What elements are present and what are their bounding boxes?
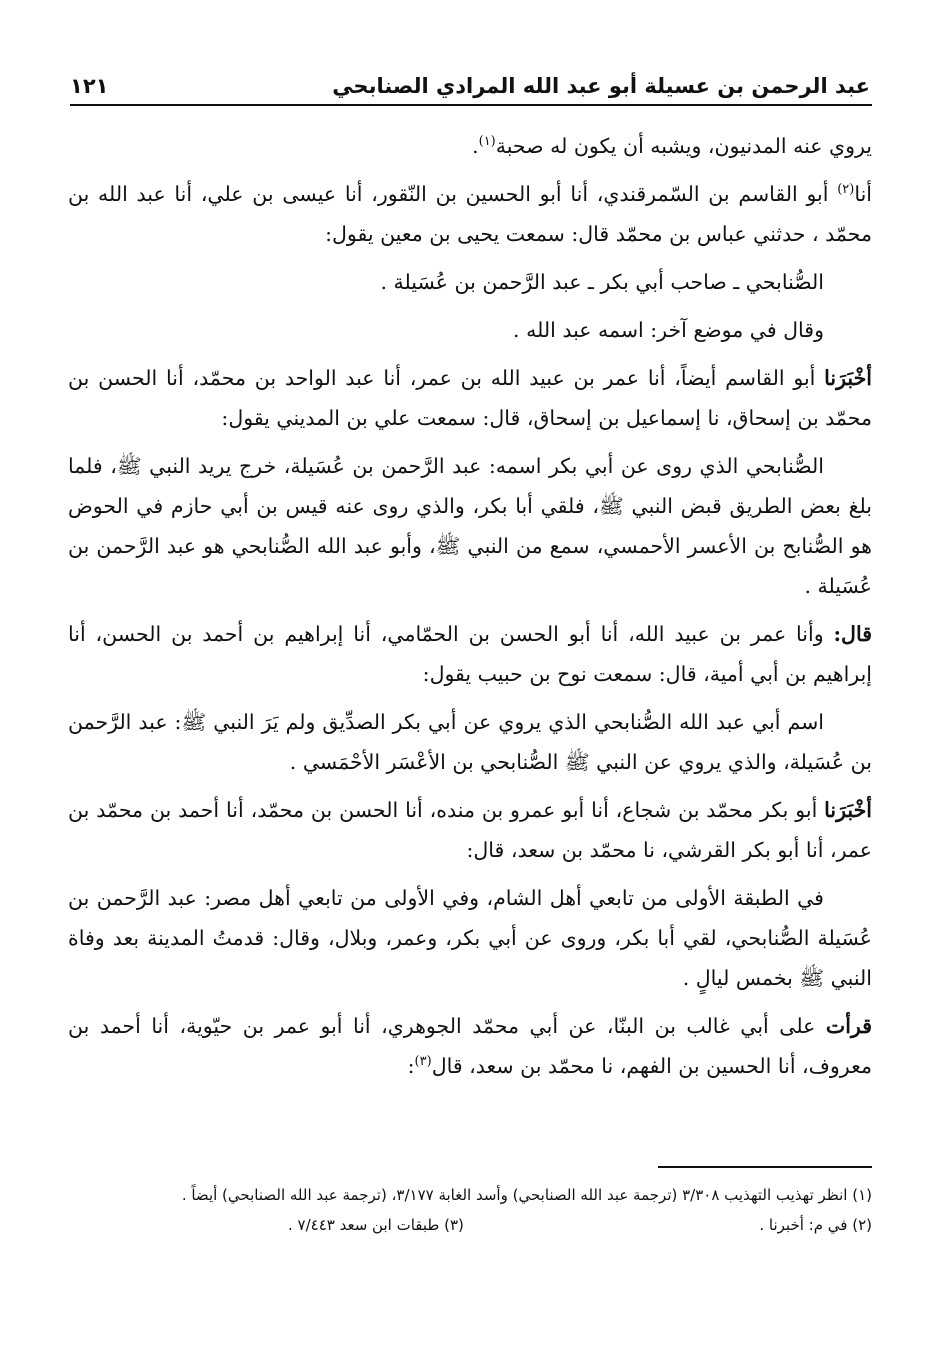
paragraph-text: أنا [854, 182, 872, 206]
paragraph [68, 174, 872, 254]
paragraph-text: في الطبقة الأولى من تابعي أهل الشام، وفي الأولى من تابعي أهل مصر: عبد الرَّحمن بن عُسَيلة الصُّنابحي، لقي أبا بكر، وروى عن أبي بكر، وعمر، وبلال، وقال: قدمتُ المدينة بعد وفاة النبي ﷺ بخمس ليالٍ . [68, 886, 872, 990]
paragraph [68, 878, 872, 998]
paragraph [68, 358, 872, 438]
header-title: عبد الرحمن بن عسيلة أبو عبد الله المرادي الصنابحي [332, 74, 870, 98]
main-text [68, 126, 872, 1094]
header-divider [70, 104, 872, 106]
footnote-ref: (٢) [837, 182, 855, 198]
paragraph-lead-word: قرأت [825, 1014, 872, 1038]
paragraph [68, 262, 872, 302]
footnote-divider [658, 1166, 872, 1168]
paragraph-text: على أبي غالب بن البنّا، عن أبي محمّد الجوهري، أنا أبو عمر بن حيّوية، أنا أحمد بن معروف، أنا الحسين بن الفهم، نا محمّد بن سعد، قال [68, 1014, 872, 1078]
paragraph-text: الصُّنابحي الذي روى عن أبي بكر اسمه: عبد الرَّحمن بن عُسَيلة، خرج يريد النبي ﷺ، فلما بلغ بعض الطريق قبض النبي ﷺ، فلقي أبا بكر، والذي روى عنه قيس بن أبي حازم في الحوض هو الصُّنابح بن الأعسر الأحمسي، سمع من النبي ﷺ، وأبو عبد الله الصُّنابحي هو عبد الرَّحمن بن عُسَيلة . [68, 454, 872, 598]
footnote-3: (٣) طبقات ابن سعد ٧/٤٤٣ . [288, 1216, 464, 1234]
paragraph-text: الصُّنابحي ـ صاحب أبي بكر ـ عبد الرَّحمن بن عُسَيلة . [380, 270, 824, 294]
paragraph-tail: أبو القاسم بن السّمرقندي، أنا أبو الحسين بن النّقور، أنا عيسى بن علي، أنا عبد الله بن محمّد ، حدثني عباس بن محمّد قال: سمعت يحيى بن معين يقول: [68, 182, 872, 246]
paragraph-tail: : [407, 1054, 415, 1078]
paragraph-text: يروي عنه المدنيون، ويشبه أن يكون له صحبة [495, 134, 872, 158]
footnote-ref: (١) [478, 134, 496, 150]
paragraph-text: وأنا عمر بن عبيد الله، أنا أبو الحسن بن الحمّامي، أنا إبراهيم بن أحمد بن الحسن، أنا إبراهيم بن أبي أمية، قال: سمعت نوح بن حبيب يقول: [68, 622, 872, 686]
page-number: ١٢١ [70, 74, 109, 98]
paragraph-text: اسم أبي عبد الله الصُّنابحي الذي يروي عن أبي بكر الصدِّيق ولم يَرَ النبي ﷺ: عبد الرَّحمن بن عُسَيلة، والذي يروي عن النبي ﷺ الصُّنابحي بن الأعْسَر الأحْمَسي . [68, 710, 872, 774]
paragraph [68, 310, 872, 350]
footnote-2: (٢) في م: أخبرنا . [759, 1216, 872, 1234]
paragraph-lead-word: أخْبَرَنا [824, 366, 872, 390]
paragraph [68, 702, 872, 782]
paragraph-text: أبو القاسم أيضاً، أنا عمر بن عبيد الله بن عمر، أنا عبد الواحد بن محمّد، أنا الحسن بن محمّد بن إسحاق، نا إسماعيل بن إسحاق، قال: سمعت علي بن المديني يقول: [68, 366, 872, 430]
paragraph [68, 1006, 872, 1086]
paragraph-lead-word: أخْبَرَنا [824, 798, 872, 822]
footnote-1: (١) انظر تهذيب التهذيب ٣/٣٠٨ (ترجمة عبد الله الصنابحي) وأسد الغابة ٣/١٧٧، (ترجمة عبد الله الصنابحي) أيضاً . [181, 1186, 872, 1204]
footnote-ref: (٣) [414, 1054, 432, 1070]
paragraph-text: وقال في موضع آخر: اسمه عبد الله . [513, 318, 824, 342]
footnote-row [68, 1210, 872, 1240]
paragraph-tail: . [472, 134, 479, 158]
paragraph [68, 790, 872, 870]
paragraph-lead-word: قال: [833, 622, 872, 646]
paragraph-text: أبو بكر محمّد بن شجاع، أنا أبو عمرو بن منده، أنا الحسن بن محمّد، أنا أحمد بن محمّد بن عمر، أنا أبو بكر القرشي، نا محمّد بن سعد، قال: [68, 798, 872, 862]
running-header [70, 66, 870, 106]
footnotes [68, 1180, 872, 1240]
paragraph [68, 614, 872, 694]
paragraph [68, 126, 872, 166]
paragraph [68, 446, 872, 606]
